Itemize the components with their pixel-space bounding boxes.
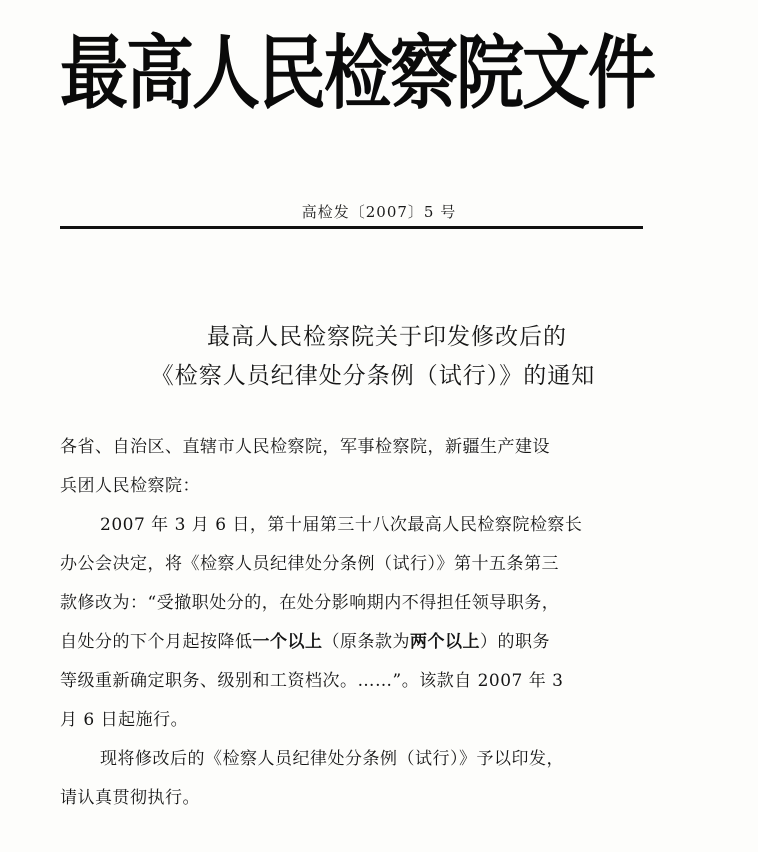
salutation <box>60 428 645 506</box>
salutation-line-2: 兵团人民检察院： <box>60 476 200 496</box>
line-4-text-b: （原条款为 <box>322 632 410 652</box>
paragraph-1-line-2: 办公会决定，将《检察人员纪律处分条例（试行）》第十五条第三 <box>60 554 559 574</box>
line-4-text-c: ）的职务 <box>480 632 550 652</box>
paragraph-2-line-2: 请认真贯彻执行。 <box>60 788 200 808</box>
notice-title-line-2: 《检察人员纪律处分条例（试行）》的通知 <box>150 363 596 389</box>
paragraph-1-line-3: 款修改为：“受撤职处分的，在处分影响期内不得担任领导职务， <box>60 593 560 613</box>
document-number: 高检发〔2007〕5 号 <box>301 203 457 221</box>
paragraph-1 <box>60 506 645 740</box>
original-level-text: 两个以上 <box>410 632 480 652</box>
notice-title-line-1: 最高人民检察院关于印发修改后的 <box>207 324 567 350</box>
amended-level-text: 一个以上 <box>252 632 323 652</box>
header-divider <box>60 226 643 229</box>
masthead-title: 最高人民检察院文件 <box>60 27 655 122</box>
salutation-line-1: 各省、自治区、直辖市人民检察院，军事检察院，新疆生产建设 <box>60 437 550 457</box>
paragraph-2 <box>60 740 645 818</box>
line-4-text-a: 自处分的下个月起按降低 <box>60 632 253 652</box>
paragraph-1-line-4 <box>60 623 645 662</box>
paragraph-1-line-1: 2007 年 3 月 6 日，第十届第三十八次最高人民检察院检察长 <box>100 515 583 535</box>
paragraph-1-line-6: 月 6 日起施行。 <box>60 710 189 730</box>
paragraph-1-line-5: 等级重新确定职务、级别和工资档次。……”。该款自 2007 年 3 <box>60 671 564 691</box>
paragraph-2-line-1: 现将修改后的《检察人员纪律处分条例（试行）》予以印发， <box>100 749 564 769</box>
